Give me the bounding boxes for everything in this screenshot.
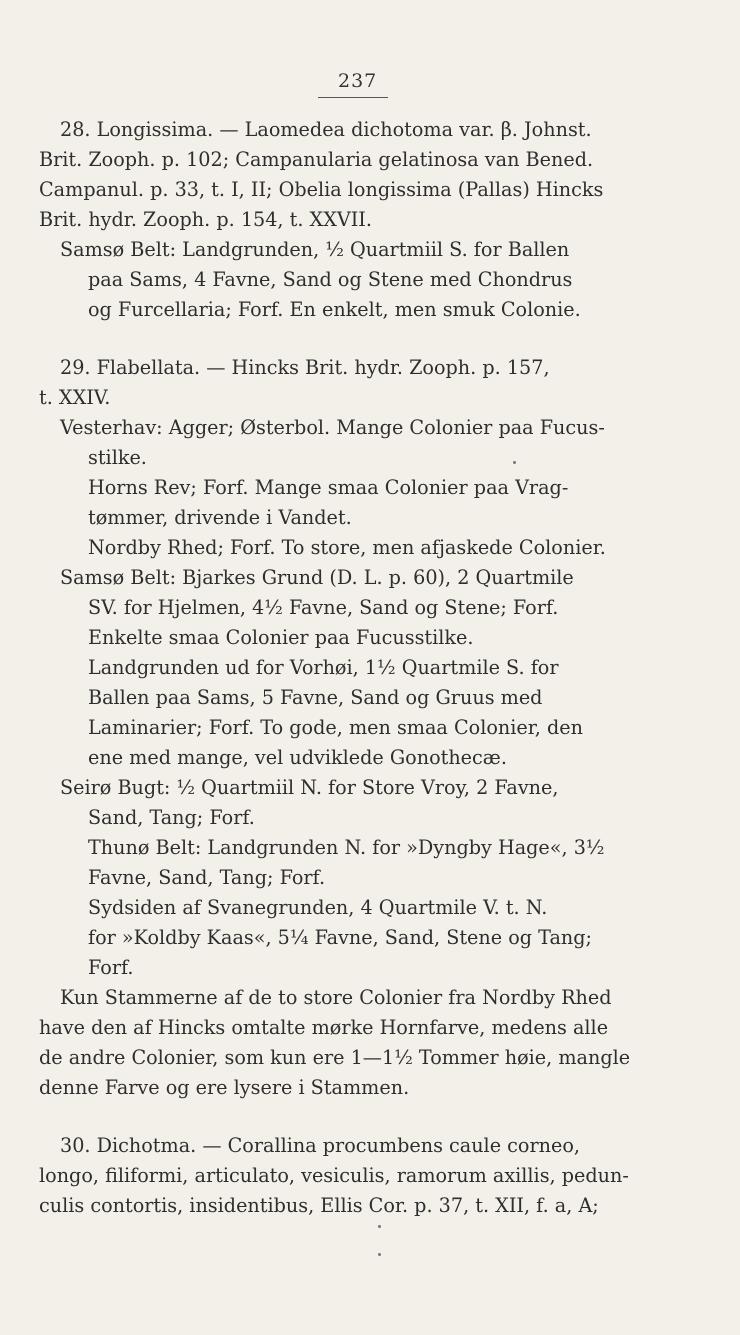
- text-line: SV. for Hjelmen, 4½ Favne, Sand og Stene; Forf.: [88, 596, 559, 619]
- text-line: have den af Hincks omtalte mørke Hornfarve, medens alle: [39, 1016, 609, 1039]
- text-line: paa Sams, 4 Favne, Sand og Stene med Chondrus: [88, 268, 573, 291]
- text-line: Kun Stammerne af de to store Colonier fra Nordby Rhed: [60, 986, 612, 1009]
- text-line: Samsø Belt: Bjarkes Grund (D. L. p. 60), 2 Quartmile: [60, 566, 574, 589]
- text-line: og Furcellaria; Forf. En enkelt, men smuk Colonie.: [88, 298, 581, 321]
- text-line: de andre Colonier, som kun ere 1—1½ Tommer høie, mangle: [39, 1046, 631, 1069]
- text-line: Brit. hydr. Zooph. p. 154, t. XXVII.: [39, 208, 372, 231]
- text-line: Brit. Zooph. p. 102; Campanularia gelatinosa van Bened.: [39, 148, 594, 171]
- line-30-heading: 30. Dichotma. — Corallina procumbens caule corneo,: [60, 1134, 580, 1157]
- text-line: Sand, Tang; Forf.: [88, 806, 255, 829]
- text-line: Landgrunden ud for Vorhøi, 1½ Quartmile S. for: [88, 656, 559, 679]
- text-line: Favne, Sand, Tang; Forf.: [88, 866, 326, 889]
- text-line: tømmer, drivende i Vandet.: [88, 506, 352, 529]
- text-line: denne Farve og ere lysere i Stammen.: [39, 1076, 410, 1099]
- paper-speck: [378, 1225, 381, 1228]
- text-line: Thunø Belt: Landgrunden N. for »Dyngby Hage«, 3½: [88, 836, 605, 859]
- text-line: t. XXIV.: [39, 386, 111, 409]
- paper-speck: [378, 1253, 381, 1256]
- text-line: Horns Rev; Forf. Mange smaa Colonier paa Vrag-: [88, 476, 569, 499]
- text-line: stilke.: [88, 446, 147, 469]
- text-line: Forf.: [88, 956, 134, 979]
- line-28-heading: 28. Longissima. — Laomedea dichotoma var. β. Johnst.: [60, 118, 592, 141]
- page-number-rule: [318, 97, 388, 98]
- line-29-heading: 29. Flabellata. — Hincks Brit. hydr. Zooph. p. 157,: [60, 356, 550, 379]
- text-line: Ballen paa Sams, 5 Favne, Sand og Gruus med: [88, 686, 543, 709]
- text-line: culis contortis, insidentibus, Ellis Cor. p. 37, t. XII, f. a, A;: [39, 1194, 599, 1217]
- page-number: 237: [338, 70, 378, 92]
- text-line: Enkelte smaa Colonier paa Fucusstilke.: [88, 626, 474, 649]
- text-line: Seirø Bugt: ½ Quartmiil N. for Store Vroy, 2 Favne,: [60, 776, 559, 799]
- text-line: ene med mange, vel udviklede Gonothecæ.: [88, 746, 507, 769]
- text-line: Vesterhav: Agger; Østerbol. Mange Colonier paa Fucus-: [60, 416, 605, 439]
- text-line: for »Koldby Kaas«, 5¼ Favne, Sand, Stene og Tang;: [88, 926, 593, 949]
- paper-speck: [513, 461, 516, 464]
- text-line: Nordby Rhed; Forf. To store, men afjaskede Colonier.: [88, 536, 606, 559]
- text-line: Sydsiden af Svanegrunden, 4 Quartmile V. t. N.: [88, 896, 548, 919]
- text-line: Laminarier; Forf. To gode, men smaa Colonier, den: [88, 716, 583, 739]
- text-line: Campanul. p. 33, t. I, II; Obelia longissima (Pallas) Hincks: [39, 178, 604, 201]
- text-line: Samsø Belt: Landgrunden, ½ Quartmiil S. for Ballen: [60, 238, 570, 261]
- text-line: longo, filiformi, articulato, vesiculis, ramorum axillis, pedun-: [39, 1164, 629, 1187]
